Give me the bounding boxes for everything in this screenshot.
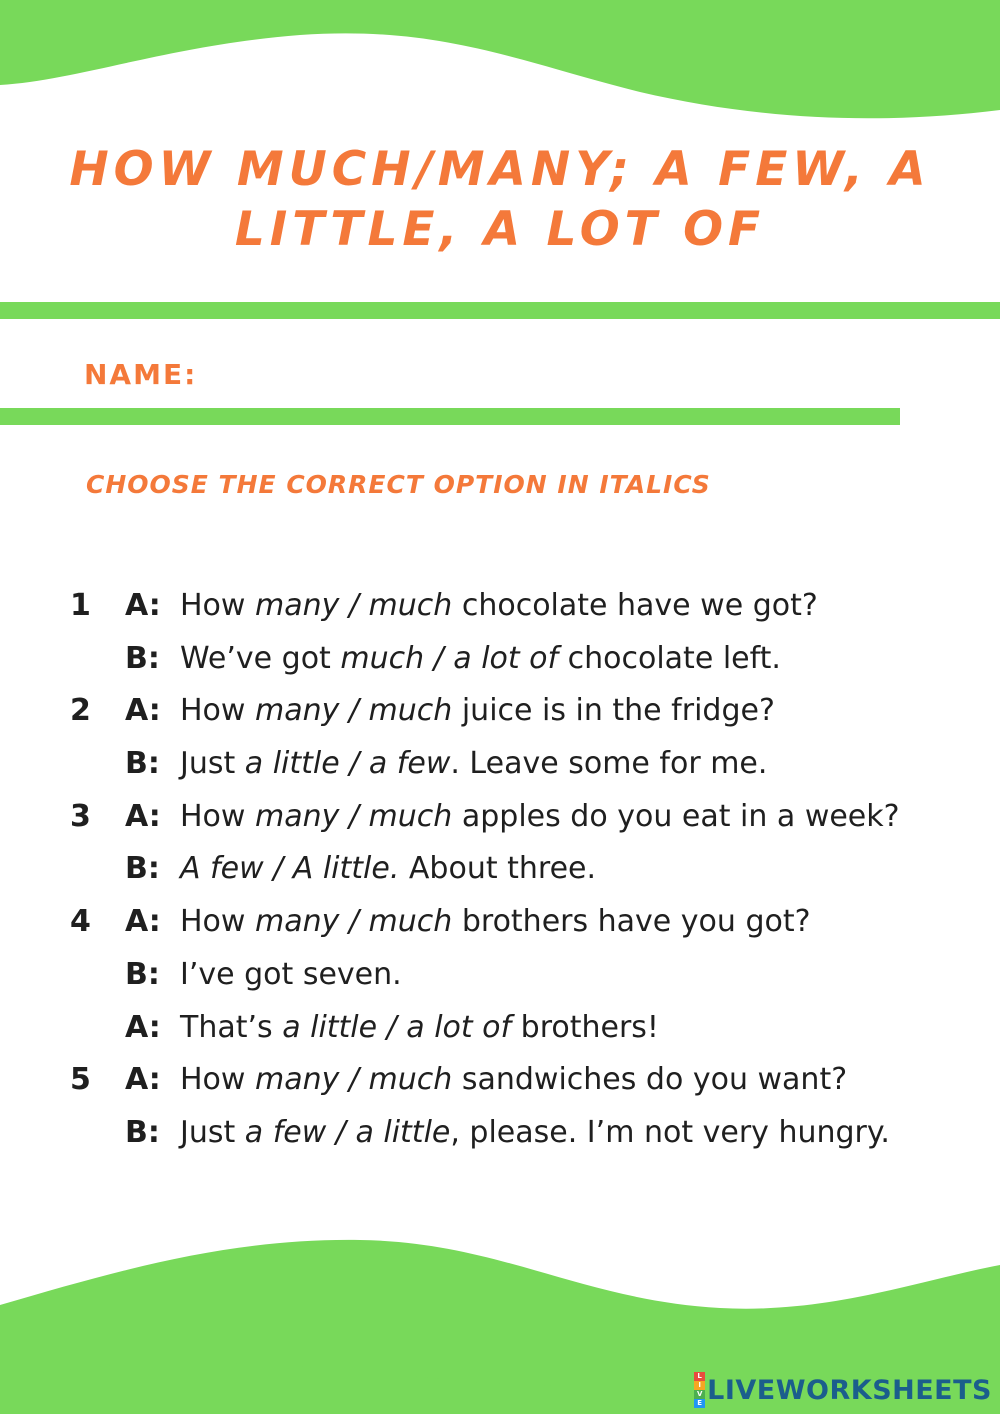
exercise-line — [0, 900, 1000, 953]
option-choice[interactable]: many / much — [255, 588, 453, 623]
dialogue-text — [180, 799, 900, 834]
liveworksheets-logo[interactable] — [694, 1372, 992, 1408]
dialogue-text — [180, 1062, 847, 1097]
exercise-line — [0, 1111, 1000, 1164]
dialogue-text — [180, 904, 811, 939]
exercise-number: 1 — [70, 588, 91, 623]
dialogue-fragment: Just — [180, 1114, 245, 1150]
exercise-line — [0, 847, 1000, 900]
speaker-label: A: — [125, 904, 161, 940]
exercise-number: 5 — [70, 1062, 91, 1098]
dialogue-fragment: How — [180, 588, 255, 623]
dialogue-fragment: chocolate left. — [558, 640, 781, 676]
top-wave-decoration — [0, 0, 1000, 130]
exercise-line — [0, 689, 1000, 742]
exercise-line — [0, 1058, 1000, 1111]
speaker-label: B: — [125, 746, 160, 782]
dialogue-text — [180, 1010, 659, 1045]
exercise-list — [0, 584, 1000, 1164]
option-choice[interactable]: many / much — [255, 904, 453, 940]
dialogue-fragment: , please. I’m not very hungry. — [450, 1114, 890, 1150]
dialogue-fragment: brothers have you got? — [452, 904, 811, 940]
dialogue-fragment: How — [180, 904, 255, 940]
dialogue-fragment: I’ve got seven. — [180, 956, 402, 992]
speaker-label: A: — [125, 588, 161, 623]
dialogue-fragment: How — [180, 693, 255, 729]
live-badge-icon: L I V E — [694, 1372, 705, 1408]
exercise-number: 2 — [70, 693, 91, 729]
option-choice[interactable]: much / a lot of — [340, 640, 559, 676]
dialogue-fragment: brothers! — [511, 1009, 659, 1045]
exercise-line — [0, 584, 1000, 637]
option-choice[interactable]: A few / A little. — [180, 851, 400, 887]
option-choice[interactable]: a few / a little — [244, 1114, 451, 1150]
option-choice[interactable]: many / much — [255, 693, 453, 729]
speaker-label: A: — [125, 693, 161, 729]
dialogue-text — [180, 851, 596, 886]
dialogue-fragment: How — [180, 1062, 255, 1098]
dialogue-fragment: apples do you eat in a week? — [452, 798, 900, 834]
dialogue-fragment: About three. — [399, 851, 597, 887]
dialogue-fragment: We’ve got — [180, 640, 341, 676]
option-choice[interactable]: a little / a lot of — [282, 1009, 512, 1045]
dialogue-text — [180, 1115, 890, 1150]
brand-name: LIVEWORKSHEETS — [707, 1374, 992, 1406]
dialogue-text — [180, 641, 781, 676]
dialogue-fragment: How — [180, 798, 255, 834]
dialogue-text — [180, 957, 402, 992]
option-choice[interactable]: many / much — [255, 798, 453, 834]
worksheet-title — [40, 140, 960, 260]
dialogue-text — [180, 588, 818, 623]
dialogue-fragment: Just — [180, 746, 245, 782]
name-label: NAME: — [84, 358, 198, 391]
dialogue-fragment: That’s — [180, 1009, 283, 1045]
dialogue-fragment: chocolate have we got? — [452, 588, 818, 623]
dialogue-text — [180, 746, 767, 781]
dialogue-fragment: . Leave some for me. — [450, 746, 768, 782]
exercise-line — [0, 742, 1000, 795]
speaker-label: B: — [125, 640, 160, 676]
speaker-label: A: — [125, 798, 161, 834]
dialogue-fragment: juice is in the fridge? — [452, 693, 775, 729]
speaker-label: B: — [125, 1114, 160, 1150]
exercise-number: 3 — [70, 798, 91, 834]
exercise-line — [0, 637, 1000, 690]
option-choice[interactable]: many / much — [255, 1062, 453, 1098]
exercise-line — [0, 795, 1000, 848]
speaker-label: B: — [125, 956, 160, 992]
dialogue-text — [180, 693, 775, 728]
speaker-label: A: — [125, 1062, 161, 1098]
title-line-1: HOW MUCH/MANY; A FEW, A — [69, 142, 931, 197]
option-choice[interactable]: a little / a few — [244, 746, 451, 782]
speaker-label: A: — [125, 1009, 161, 1045]
dialogue-fragment: sandwiches do you want? — [452, 1062, 848, 1098]
instruction-heading: CHOOSE THE CORRECT OPTION IN ITALICS — [86, 470, 711, 499]
title-divider — [0, 302, 1000, 319]
exercise-number: 4 — [70, 904, 91, 940]
speaker-label: B: — [125, 851, 160, 887]
title-line-2: LITTLE, A LOT OF — [234, 202, 766, 257]
exercise-line — [0, 953, 1000, 1006]
exercise-line — [0, 1006, 1000, 1059]
name-underline — [0, 408, 900, 425]
